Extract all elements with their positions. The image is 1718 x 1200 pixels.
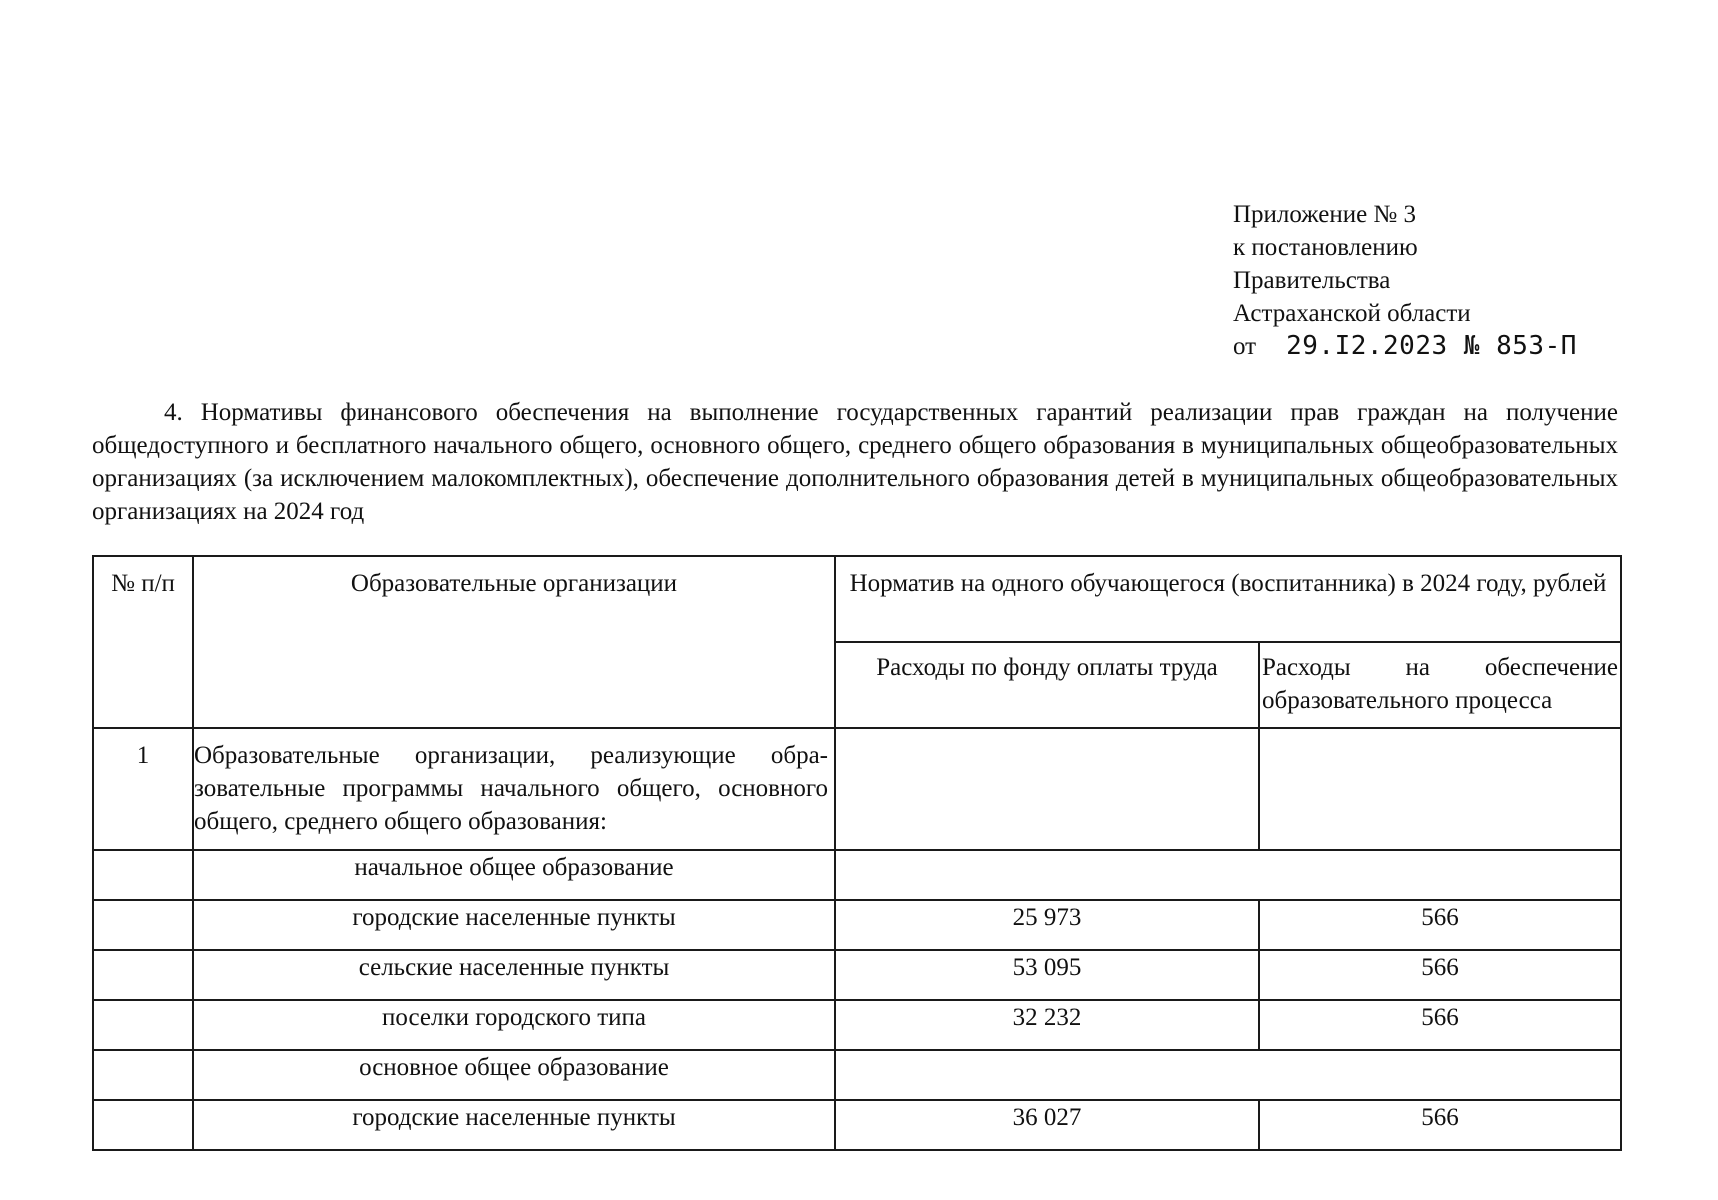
annex-date-stamp: 29.I2.2023 № 853-П — [1286, 331, 1577, 361]
header-pay-label: Расходы по фонду оплаты труда — [876, 654, 1218, 681]
row-proc-value: 566 — [1259, 1000, 1621, 1050]
row-pay-value: 53 095 — [835, 950, 1259, 1000]
row-num-empty — [93, 850, 193, 900]
header-num-label: № п/п — [111, 570, 175, 597]
row-label: поселки городского типа — [193, 1000, 835, 1050]
table-row — [93, 728, 1621, 850]
table-row — [93, 1000, 1621, 1050]
row-pay-empty — [835, 728, 1259, 850]
table-header-row — [93, 556, 1621, 642]
row-label: начальное общее образование — [193, 850, 835, 900]
row-num: 1 — [93, 728, 193, 850]
row-label: городские населенные пункты — [193, 1100, 835, 1150]
header-norm — [835, 556, 1621, 642]
table-row — [93, 1100, 1621, 1150]
row-proc-empty — [1259, 728, 1621, 850]
table-row — [93, 950, 1621, 1000]
row-num-empty — [93, 1050, 193, 1100]
header-num — [93, 556, 193, 728]
annex-title: Приложение № 3 — [1233, 201, 1417, 228]
table-row — [93, 1050, 1621, 1100]
annex-block — [1233, 198, 1577, 363]
header-proc — [1259, 642, 1621, 728]
header-norm-label: Норматив на одного обучающегося (воспитанника) в 2024 году, рублей — [849, 570, 1607, 597]
row-org: Образовательные организации, реализующие образовательные программы начального общего, основного общего, среднего общего образования: — [193, 728, 835, 850]
row-num-empty — [93, 950, 193, 1000]
row-num-empty — [93, 1100, 193, 1150]
row-pay-value: 25 973 — [835, 900, 1259, 950]
row-label: сельские населенные пункты — [193, 950, 835, 1000]
row-pay-value: 32 232 — [835, 1000, 1259, 1050]
row-proc-value: 566 — [1259, 900, 1621, 950]
annex-date-line — [1233, 330, 1577, 363]
row-label: городские населенные пункты — [193, 900, 835, 950]
row-num-empty — [93, 900, 193, 950]
section-heading: 4. Нормативы финансового обеспечения на выполнение государственных гарантий реализации прав граждан на получение общедоступного и бесплатного начального общего, основного общего, среднего общего образования в муниципальных общеобразовательных организациях (за исключением малокомплектных), обеспечение дополнительного образования детей в муниципальных общеобразовательных организациях на 2024 год — [92, 399, 1618, 525]
row-proc-value: 566 — [1259, 1100, 1621, 1150]
table-row — [93, 900, 1621, 950]
row-pay-value: 36 027 — [835, 1100, 1259, 1150]
annex-authority-line: Правительства — [1233, 267, 1391, 294]
header-pay — [835, 642, 1259, 728]
annex-date-prefix: от — [1233, 333, 1257, 360]
row-values-empty — [835, 1050, 1621, 1100]
row-num-empty — [93, 1000, 193, 1050]
norms-table — [92, 555, 1622, 1151]
header-org-label: Образовательные организации — [350, 570, 678, 597]
header-org — [193, 556, 835, 728]
annex-ref-line: к постановлению — [1233, 234, 1418, 261]
row-values-empty — [835, 850, 1621, 900]
annex-region-line: Астраханской области — [1233, 300, 1471, 327]
row-label: основное общее образование — [193, 1050, 835, 1100]
table-row — [93, 850, 1621, 900]
header-proc-label: Расходы на обеспечение образовательного процесса — [1262, 654, 1618, 714]
row-proc-value: 566 — [1259, 950, 1621, 1000]
